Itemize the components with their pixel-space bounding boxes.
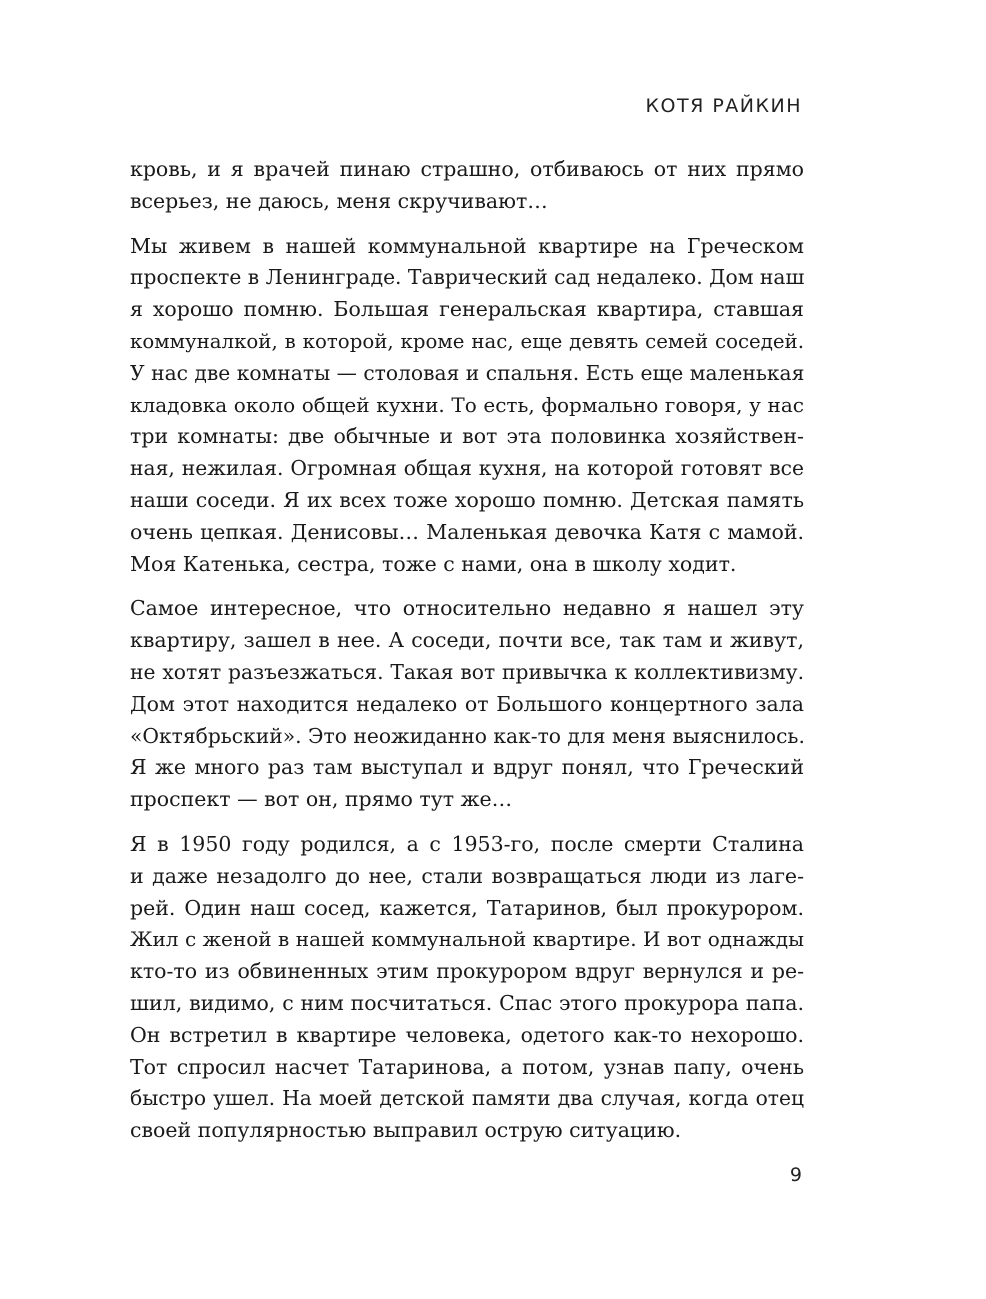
text-line: Он встретил в квартире человека, одетого как-то нехорошо. — [130, 1022, 804, 1047]
text-line: Дом этот находится недалеко от Большого концертного зала — [130, 691, 804, 716]
text-line: Самое интересное, что относительно недавно я нашел эту — [130, 596, 804, 621]
text-line: три комнаты: две обычные и вот эта половинка хозяйствен- — [130, 424, 804, 449]
text-line: проспекте в Ленинграде. Таврический сад недалеко. Дом наш — [130, 265, 805, 290]
text-line: шил, видимо, с ним посчитаться. Спас этого прокурора папа. — [130, 990, 804, 1015]
text-line: кладовка около общей кухни. То есть, формально говоря, у нас — [130, 392, 804, 417]
text-line: Мы живем в нашей коммунальной квартире на Греческом — [130, 233, 804, 258]
page-number: 9 — [789, 1164, 802, 1186]
text-line: очень цепкая. Денисовы… Маленькая девочка Катя с мамой. — [130, 519, 804, 544]
text-line: ная, нежилая. Огромная общая кухня, на которой готовят все — [130, 456, 804, 481]
text-line: Тот спросил насчет Татаринова, а потом, узнав папу, очень — [130, 1054, 804, 1079]
text-line: я хорошо помню. Большая генеральская квартира, ставшая — [130, 297, 804, 322]
text-line: и даже незадолго до нее, стали возвращаться люди из лаге- — [130, 863, 804, 888]
text-line: Жил с женой в нашей коммунальной квартире. И вот однажды — [130, 927, 804, 952]
text-line: квартиру, зашел в нее. А соседи, почти все, так там и живут, — [130, 628, 804, 653]
text-line: не хотят разъезжаться. Такая вот привычка к коллективизму. — [130, 659, 804, 684]
text-line: своей популярностью выправил острую ситуацию. — [130, 1118, 682, 1143]
paragraph — [130, 154, 804, 218]
text-line: кровь, и я врачей пинаю страшно, отбиваюсь от них прямо — [130, 157, 804, 181]
text-line: Я же много раз там выступал и вдруг понял, что Греческий — [130, 755, 804, 780]
text-line: рей. Один наш сосед, кажется, Татаринов, был прокурором. — [130, 895, 804, 920]
text-line: всерьез, не даюсь, меня скручивают… — [130, 188, 548, 213]
paragraph — [130, 231, 804, 581]
text-line: проспект — вот он, прямо тут же… — [130, 787, 513, 812]
text-line: Я в 1950 году родился, а с 1953-го, после смерти Сталина — [130, 831, 804, 856]
text-line: Моя Катенька, сестра, тоже с нами, она в школу ходит. — [130, 551, 737, 576]
running-head: КОТЯ РАЙКИН — [645, 95, 802, 117]
text-line: наши соседи. Я их всех тоже хорошо помню. Детская память — [130, 487, 804, 512]
text-line: У нас две комнаты — столовая и спальня. Есть еще маленькая — [130, 360, 805, 385]
text-line: кто-то из обвиненных этим прокурором вдруг вернулся и ре- — [130, 959, 804, 984]
page-body-text — [130, 154, 804, 1160]
text-line: коммуналкой, в которой, кроме нас, еще девять семей соседей. — [130, 329, 804, 353]
paragraph — [130, 829, 804, 1147]
text-line: быстро ушел. На моей детской памяти два случая, когда отец — [130, 1086, 804, 1111]
text-line: «Октябрьский». Это неожиданно как-то для меня выяснилось. — [130, 723, 805, 748]
paragraph — [130, 593, 804, 816]
